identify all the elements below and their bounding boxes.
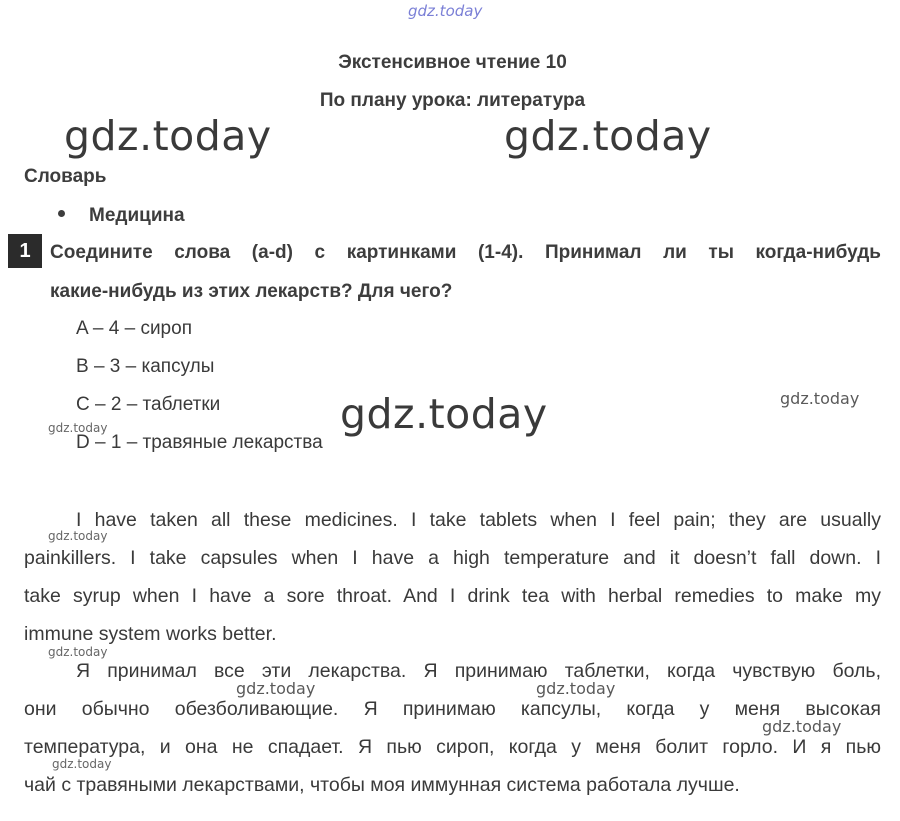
watermark-small-right: gdz.today xyxy=(780,389,860,408)
watermark-tiny-left-1: gdz.today xyxy=(48,421,108,435)
bullet-dot-icon xyxy=(58,210,65,217)
english-line-3: take syrup when I have a sore throat. And I drink tea with herbal remedies to make my xyxy=(24,585,881,607)
page-title: Экстенсивное чтение 10 xyxy=(338,52,567,73)
bullet-text: Медицина xyxy=(89,205,185,226)
russian-line-1: Я принимал все эти лекарства. Я принимаю таблетки, когда чувствую боль, xyxy=(76,660,881,682)
task-line-1: Соедините слова (a-d) с картинками (1-4). Принимал ли ты когда-нибудь xyxy=(50,242,881,263)
answer-b: B – 3 – капсулы xyxy=(76,356,215,377)
watermark-large-center: gdz.today xyxy=(340,390,548,438)
english-line-2: painkillers. I take capsules when I have a high temperature and it doesn’t fall down. I xyxy=(24,547,881,569)
watermark-tiny-left-3: gdz.today xyxy=(48,645,108,659)
answer-a: A – 4 – сироп xyxy=(76,318,192,339)
russian-line-2: они обычно обезболивающие. Я принимаю капсулы, когда у меня высокая xyxy=(24,698,881,720)
bullet-item xyxy=(58,205,185,227)
watermark-small-lower-3: gdz.today xyxy=(762,717,842,736)
watermark-large-left: gdz.today xyxy=(64,112,272,160)
section-heading: Словарь xyxy=(24,166,107,187)
watermark-tiny-left-2: gdz.today xyxy=(48,529,108,543)
russian-line-4: чай с травяными лекарствами, чтобы моя иммунная система работала лучше. xyxy=(24,774,740,796)
page-subtitle: По плану урока: литература xyxy=(319,90,586,111)
watermark-tiny-left-4: gdz.today xyxy=(52,757,112,771)
russian-line-3: температура, и она не спадает. Я пью сироп, когда у меня болит горло. И я пью xyxy=(24,736,881,758)
watermark-small-lower-2: gdz.today xyxy=(536,679,616,698)
english-line-4: immune system works better. xyxy=(24,623,277,645)
exercise-number-badge: 1 xyxy=(8,234,42,268)
task-line-2: какие-нибудь из этих лекарств? Для чего? xyxy=(50,281,453,302)
watermark-small-lower-1: gdz.today xyxy=(236,679,316,698)
answer-d: D – 1 – травяные лекарства xyxy=(76,432,323,453)
watermark-large-right: gdz.today xyxy=(504,112,712,160)
answer-c: C – 2 – таблетки xyxy=(76,394,221,415)
english-line-1: I have taken all these medicines. I take tablets when I feel pain; they are usually xyxy=(76,509,881,531)
watermark-top: gdz.today xyxy=(408,2,483,20)
